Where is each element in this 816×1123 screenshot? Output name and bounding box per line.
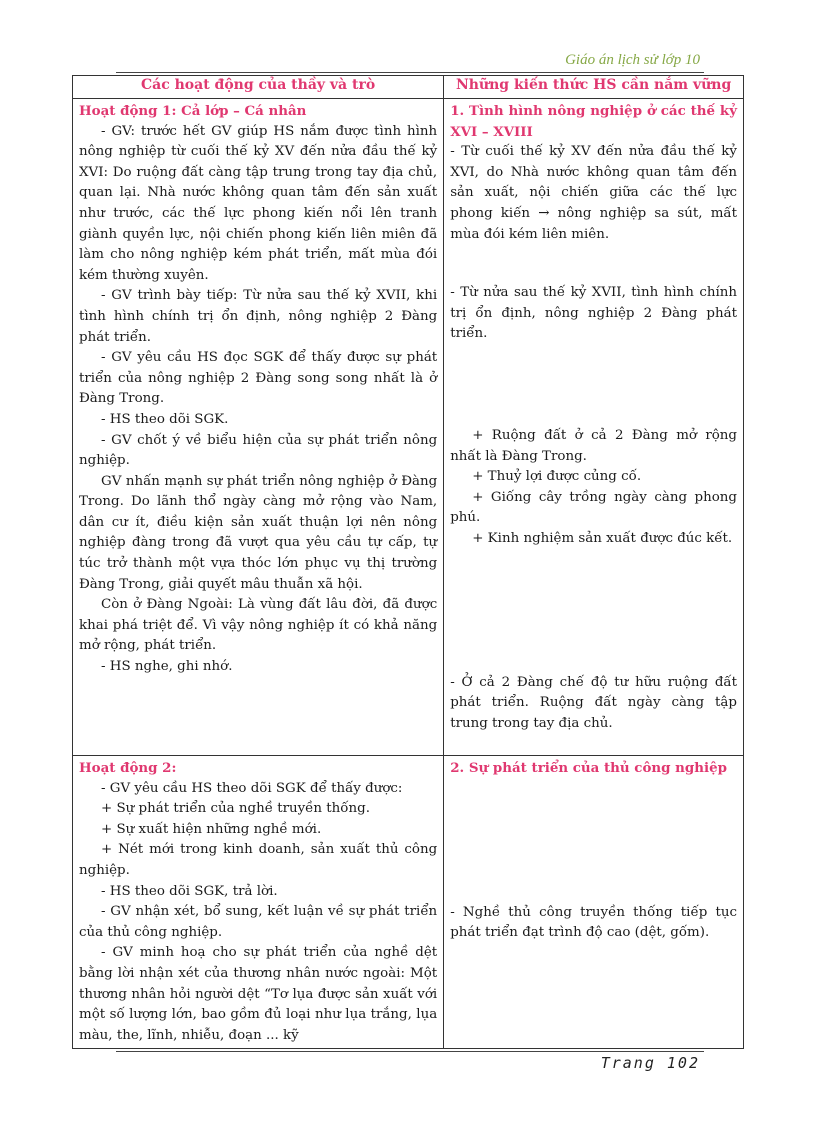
activity-1-cell bbox=[73, 99, 444, 756]
paragraph: - HS theo dõi SGK. bbox=[101, 411, 229, 427]
document-header-title: Giáo án lịch sử lớp 10 bbox=[565, 52, 700, 68]
paragraph: - HS nghe, ghi nhớ. bbox=[101, 659, 233, 675]
activity-1-title: Hoạt động 1: Cả lớp – Cá nhân bbox=[79, 103, 307, 119]
activity-2-title: Hoạt động 2: bbox=[79, 760, 177, 776]
paragraph: - HS theo dõi SGK, trả lời. bbox=[101, 883, 278, 899]
paragraph: - Ở cả 2 Đàng chế độ tư hữu ruộng đất phát triển. Ruộng đất ngày càng tập trung trong tay địa chủ. bbox=[450, 674, 737, 731]
paragraph: - GV trình bày tiếp: Từ nửa sau thế kỷ XVII, khi tình hình chính trị ổn định, nông nghiệp 2 Đàng phát triển. bbox=[79, 288, 438, 345]
section-2-title: 2. Sự phát triển của thủ công nghiệp bbox=[450, 760, 727, 776]
paragraph: - Từ cuối thế kỷ XV đến nửa đầu thế kỷ XVI, do Nhà nước không quan tâm đến sản xuất, nội chiến giữa các thế lực phong kiến → nông nghiệp sa sút, mất mùa đói kém liên miên. bbox=[450, 144, 737, 242]
lesson-table bbox=[72, 75, 744, 1049]
paragraph: + Thuỷ lợi được củng cố. bbox=[472, 469, 642, 485]
page-number: Trang 102 bbox=[600, 1054, 700, 1072]
paragraph: - GV yêu cầu HS theo dõi SGK để thấy được: bbox=[101, 780, 403, 796]
paragraph: - GV: trước hết GV giúp HS nắm được tình hình nông nghiệp từ cuối thế kỷ XV đến nửa đầu thế kỷ XVI: Do ruộng đất càng tập trung trong tay địa chủ, quan lại. Nhà nước không quan tâm đến sản xuất như trước, các thế lực phong kiến nổi lên tranh giành quyền lực, nội chiến phong kiến liên miên đã làm cho nông nghiệp kém phát triển, mất mùa đói kém thường xuyên. bbox=[79, 123, 438, 283]
paragraph: - GV yêu cầu HS đọc SGK để thấy được sự phát triển của nông nghiệp 2 Đàng song song nhất là ở Đàng Trong. bbox=[79, 350, 438, 407]
knowledge-1-cell bbox=[444, 99, 744, 756]
header-divider bbox=[116, 72, 704, 73]
col-header-knowledge: Những kiến thức HS cần nắm vững bbox=[444, 76, 744, 99]
paragraph: + Sự xuất hiện những nghề mới. bbox=[101, 821, 322, 837]
paragraph: - Nghề thủ công truyền thống tiếp tục phát triển đạt trình độ cao (dệt, gốm). bbox=[450, 904, 737, 941]
paragraph: - GV chốt ý về biểu hiện của sự phát triển nông nghiệp. bbox=[79, 432, 438, 469]
table-header-row bbox=[73, 76, 744, 99]
section-1-title: 1. Tình hình nông nghiệp ở các thế kỷ XVI – XVIII bbox=[450, 103, 737, 140]
paragraph: Còn ở Đàng Ngoài: Là vùng đất lâu đời, đã được khai phá triệt để. Vì vậy nông nghiệp ít có khả năng mở rộng, phát triển. bbox=[79, 597, 438, 654]
paragraph: - GV minh hoạ cho sự phát triển của nghề dệt bằng lời nhận xét của thương nhân nước ngoài: Một thương nhân hỏi người dệt “Tơ lụa được sản xuất với một số lượng lớn, bao gồm đủ loại như lụa trắng, lụa màu, the, lĩnh, nhiễu, đoạn ... kỹ bbox=[79, 945, 438, 1043]
paragraph: + Nét mới trong kinh doanh, sản xuất thủ công nghiệp. bbox=[79, 842, 438, 878]
paragraph: - Từ nửa sau thế kỷ XVII, tình hình chính trị ổn định, nông nghiệp 2 Đàng phát triển. bbox=[450, 285, 737, 342]
paragraph: + Ruộng đất ở cả 2 Đàng mở rộng nhất là Đàng Trong. bbox=[450, 427, 737, 464]
activity-2-cell bbox=[73, 756, 444, 1049]
paragraph: - GV nhận xét, bổ sung, kết luận về sự phát triển của thủ công nghiệp. bbox=[79, 904, 438, 940]
col-header-activities: Các hoạt động của thầy và trò bbox=[73, 76, 444, 99]
table-row bbox=[73, 756, 744, 1049]
table-row bbox=[73, 99, 744, 756]
knowledge-2-cell bbox=[444, 756, 744, 1049]
paragraph: GV nhấn mạnh sự phát triển nông nghiệp ở Đàng Trong. Do lãnh thổ ngày càng mở rộng vào Nam, dân cư ít, điều kiện sản xuất thuận lợi nên nông nghiệp đàng trong đã vượt qua yêu cầu tự cấp, tự túc trở thành một vựa thóc lớn phục vụ thị trường Đàng Trong, giải quyết mâu thuẫn xã hội. bbox=[79, 473, 438, 592]
paragraph: + Kinh nghiệm sản xuất được đúc kết. bbox=[472, 530, 733, 546]
footer-divider bbox=[116, 1051, 704, 1052]
paragraph: + Sự phát triển của nghề truyền thống. bbox=[101, 801, 370, 817]
paragraph: + Giống cây trồng ngày càng phong phú. bbox=[450, 489, 737, 526]
